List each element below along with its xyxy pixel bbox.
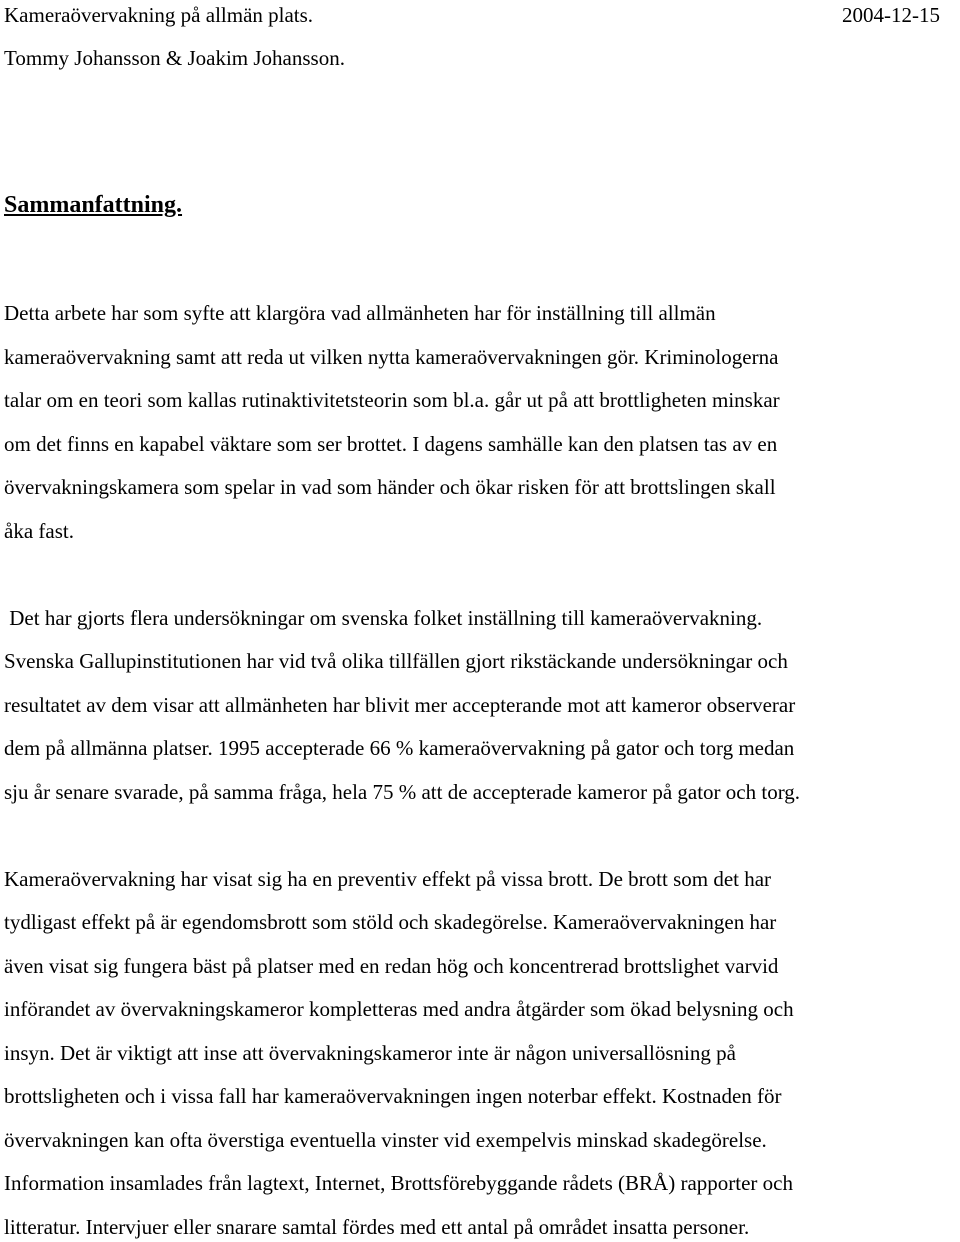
text-line: Detta arbete har som syfte att klargöra vad allmänheten har för inställning till allmän bbox=[4, 301, 716, 325]
text-line: Information insamlades från lagtext, Internet, Brottsförebyggande rådets (BRÅ) rapporter och bbox=[4, 1171, 793, 1195]
text-line: åka fast. bbox=[4, 519, 74, 543]
text-line: talar om en teori som kallas rutinaktivitetsteorin som bl.a. går ut på att brottligheten minskar bbox=[4, 388, 780, 412]
document-date: 2004-12-15 bbox=[842, 3, 940, 27]
text-line: brottsligheten och i vissa fall har kameraövervakningen ingen noterbar effekt. Kostnaden för bbox=[4, 1084, 782, 1108]
text-line: insyn. Det är viktigt att inse att övervakningskameror inte är någon universallösning på bbox=[4, 1041, 736, 1065]
text-line: övervakningen kan ofta överstiga eventuella vinster vid exempelvis minskad skadegörelse. bbox=[4, 1128, 767, 1152]
text-line: dem på allmänna platser. 1995 accepterade 66 % kameraövervakning på gator och torg medan bbox=[4, 736, 795, 760]
text-line: sju år senare svarade, på samma fråga, hela 75 % att de accepterade kameror på gator och torg. bbox=[4, 780, 801, 804]
document-title: Kameraövervakning på allmän plats. bbox=[4, 3, 314, 27]
text-line: Kameraövervakning har visat sig ha en preventiv effekt på vissa brott. De brott som det har bbox=[4, 867, 772, 891]
text-line: litteratur. Intervjuer eller snarare samtal fördes med ett antal på området insatta personer. bbox=[4, 1215, 750, 1239]
text-line: Det har gjorts flera undersökningar om svenska folket inställning till kameraövervakning. bbox=[4, 606, 763, 630]
text-line: även visat sig fungera bäst på platser med en redan hög och koncentrerad brottslighet varvid bbox=[4, 954, 779, 978]
text-line: Svenska Gallupinstitutionen har vid två olika tillfällen gjort rikstäckande undersökningar och bbox=[4, 649, 788, 673]
text-line: om det finns en kapabel väktare som ser brottet. I dagens samhälle kan den platsen tas av en bbox=[4, 432, 778, 456]
document-authors: Tommy Johansson & Joakim Johansson. bbox=[4, 46, 345, 70]
section-heading: Sammanfattning. bbox=[4, 192, 183, 218]
text-line: införandet av övervakningskameror kompletteras med andra åtgärder som ökad belysning och bbox=[4, 997, 794, 1021]
text-line: övervakningskamera som spelar in vad som händer och ökar risken för att brottslingen skall bbox=[4, 475, 776, 499]
text-line: kameraövervakning samt att reda ut vilken nytta kameraövervakningen gör. Kriminologerna bbox=[4, 345, 779, 369]
text-line: tydligast effekt på är egendomsbrott som stöld och skadegörelse. Kameraövervakningen har bbox=[4, 910, 777, 934]
text-line: resultatet av dem visar att allmänheten har blivit mer accepterande mot att kameror observerar bbox=[4, 693, 796, 717]
